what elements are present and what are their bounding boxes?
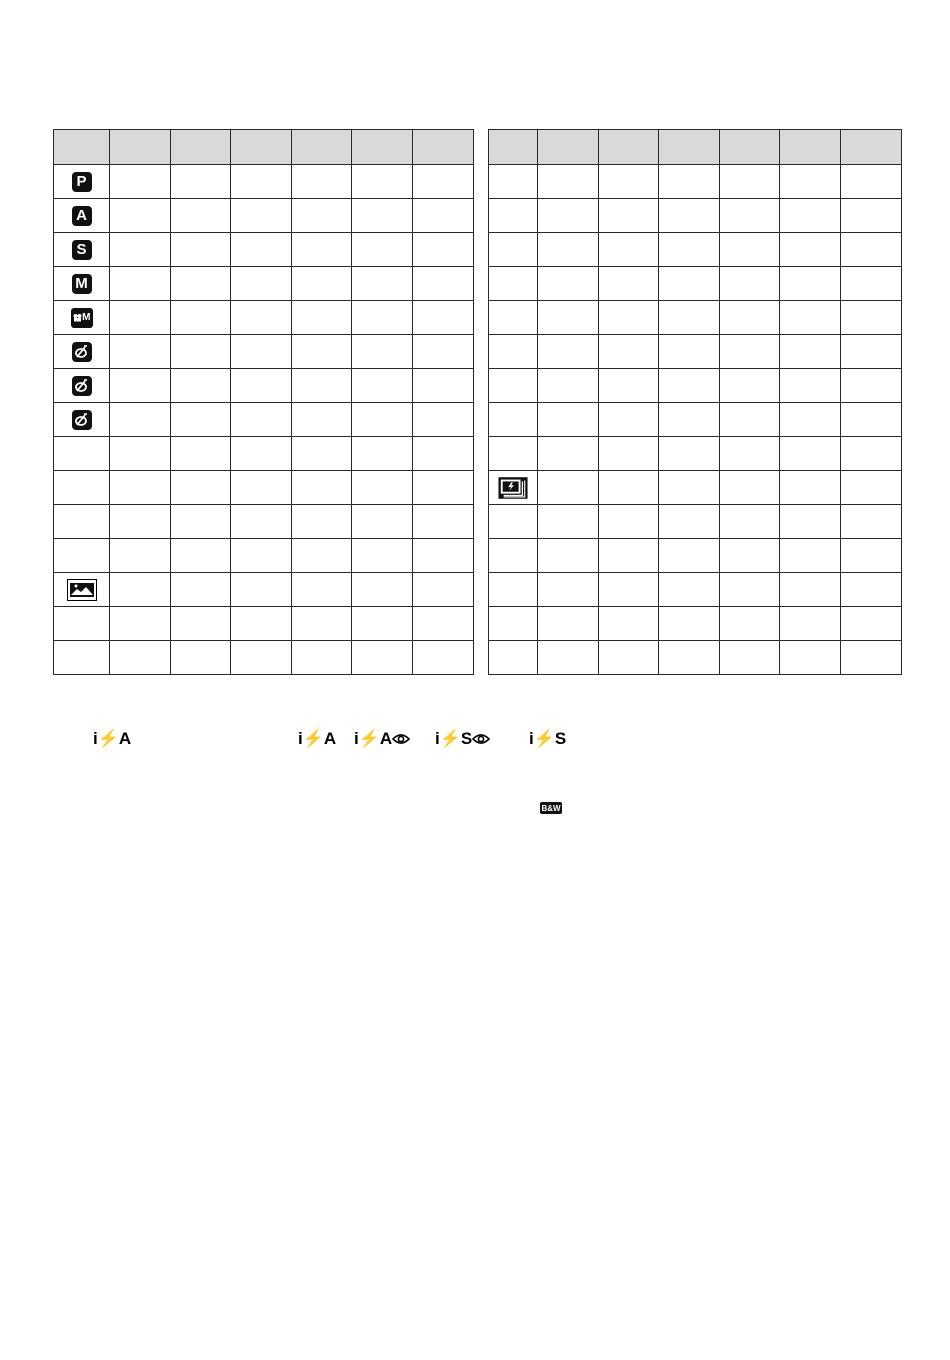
bw-label: B&W <box>541 803 561 813</box>
table-cell <box>352 267 413 301</box>
table-cell <box>780 335 841 369</box>
table-cell <box>538 403 599 437</box>
table-cell <box>720 573 780 607</box>
table-cell <box>659 437 720 471</box>
table-cell <box>171 607 231 641</box>
table-cell <box>599 437 659 471</box>
table-cell <box>352 369 413 403</box>
table-cell <box>413 403 474 437</box>
table-cell <box>720 369 780 403</box>
left-table-row <box>54 573 474 607</box>
table-cell <box>841 607 902 641</box>
table-cell <box>599 539 659 573</box>
table-cell <box>54 505 110 539</box>
table-cell <box>538 607 599 641</box>
table-cell <box>720 437 780 471</box>
right-table-row <box>489 471 902 505</box>
table-cell <box>720 165 780 199</box>
table-cell <box>780 539 841 573</box>
header-cell <box>599 130 659 165</box>
table-cell <box>489 437 538 471</box>
table-cell <box>171 233 231 267</box>
right-table-row <box>489 301 902 335</box>
table-cell <box>720 267 780 301</box>
panorama-icon <box>67 579 97 601</box>
table-cell <box>231 165 292 199</box>
table-cell <box>780 641 841 675</box>
table-cell <box>489 369 538 403</box>
table-cell <box>780 403 841 437</box>
table-cell <box>352 505 413 539</box>
table-cell <box>110 437 171 471</box>
table-cell <box>231 539 292 573</box>
table-cell <box>489 471 538 505</box>
table-cell <box>231 335 292 369</box>
table-cell <box>720 607 780 641</box>
table-cell <box>659 267 720 301</box>
table-cell <box>599 267 659 301</box>
table-cell <box>538 335 599 369</box>
table-cell <box>841 437 902 471</box>
a-mode-icon <box>72 206 92 226</box>
table-cell <box>599 199 659 233</box>
table-cell <box>231 471 292 505</box>
table-cell <box>171 199 231 233</box>
table-cell <box>599 641 659 675</box>
intelligent-flash-auto-icon <box>93 729 131 749</box>
table-cell <box>780 267 841 301</box>
table-cell <box>54 369 110 403</box>
right-table-row <box>489 199 902 233</box>
black-and-white-icon <box>540 802 562 814</box>
table-cell <box>292 539 352 573</box>
header-cell <box>292 130 352 165</box>
table-cell <box>352 437 413 471</box>
table-cell <box>599 165 659 199</box>
table-cell <box>538 233 599 267</box>
left-table-row <box>54 335 474 369</box>
header-cell <box>110 130 171 165</box>
table-cell <box>110 403 171 437</box>
table-cell <box>292 165 352 199</box>
legend-text-5: i⚡S <box>529 729 567 748</box>
table-cell <box>720 539 780 573</box>
table-cell <box>413 233 474 267</box>
table-cell <box>352 403 413 437</box>
table-cell <box>231 199 292 233</box>
red-eye-icon <box>392 732 410 746</box>
table-cell <box>352 301 413 335</box>
table-cell <box>599 233 659 267</box>
creative-movie-icon <box>71 308 93 328</box>
table-cell <box>171 641 231 675</box>
table-cell <box>110 267 171 301</box>
table-cell <box>599 607 659 641</box>
right-header-row <box>489 130 902 165</box>
left-table-row <box>54 233 474 267</box>
table-cell <box>720 335 780 369</box>
flash-auto-legend-1 <box>93 728 131 750</box>
table-cell <box>489 233 538 267</box>
table-cell <box>659 301 720 335</box>
table-cell <box>54 199 110 233</box>
table-cell <box>538 573 599 607</box>
header-cell <box>54 130 110 165</box>
table-cell <box>489 505 538 539</box>
table-cell <box>659 505 720 539</box>
table-cell <box>538 267 599 301</box>
right-table-row <box>489 267 902 301</box>
table-cell <box>599 505 659 539</box>
table-cell <box>54 471 110 505</box>
table-cell <box>841 403 902 437</box>
table-cell <box>538 539 599 573</box>
table-cell <box>231 267 292 301</box>
table-cell <box>841 539 902 573</box>
table-cell <box>231 607 292 641</box>
left-table-row <box>54 505 474 539</box>
custom-1-icon <box>72 342 92 362</box>
table-cell <box>292 233 352 267</box>
table-cell <box>352 471 413 505</box>
table-cell <box>841 505 902 539</box>
m-mode-icon <box>72 274 92 294</box>
table-cell <box>841 199 902 233</box>
table-cell <box>599 369 659 403</box>
table-cell <box>659 539 720 573</box>
table-cell <box>413 199 474 233</box>
table-cell <box>110 301 171 335</box>
table-cell <box>54 437 110 471</box>
table-cell <box>413 573 474 607</box>
left-table-row <box>54 471 474 505</box>
p-mode-icon <box>72 172 92 192</box>
flash-slow-legend <box>529 728 566 750</box>
right-table-row <box>489 369 902 403</box>
table-cell <box>720 471 780 505</box>
table-cell <box>352 233 413 267</box>
header-cell <box>171 130 231 165</box>
table-cell <box>780 607 841 641</box>
table-cell <box>413 335 474 369</box>
legend-text-1: i⚡A <box>93 729 132 748</box>
table-cell <box>599 301 659 335</box>
a-letter: A <box>76 206 87 224</box>
table-cell <box>841 471 902 505</box>
header-cell <box>780 130 841 165</box>
table-cell <box>841 233 902 267</box>
table-cell <box>413 437 474 471</box>
table-cell <box>538 165 599 199</box>
left-header-row <box>54 130 474 165</box>
table-cell <box>780 505 841 539</box>
header-cell <box>538 130 599 165</box>
table-cell <box>54 301 110 335</box>
table-cell <box>780 301 841 335</box>
table-cell <box>780 199 841 233</box>
legend-text-3: i⚡A <box>354 729 393 748</box>
table-cell <box>780 573 841 607</box>
left-table-row <box>54 165 474 199</box>
table-cell <box>292 607 352 641</box>
table-cell <box>231 437 292 471</box>
table-cell <box>231 233 292 267</box>
table-cell <box>54 165 110 199</box>
table-cell <box>110 505 171 539</box>
table-cell <box>352 335 413 369</box>
table-cell <box>54 335 110 369</box>
table-cell <box>292 505 352 539</box>
table-cell <box>538 369 599 403</box>
table-cell <box>231 573 292 607</box>
header-cell <box>489 130 538 165</box>
table-cell <box>352 199 413 233</box>
table-cell <box>489 403 538 437</box>
table-cell <box>780 437 841 471</box>
table-cell <box>231 505 292 539</box>
header-cell <box>720 130 780 165</box>
table-cell <box>599 335 659 369</box>
table-cell <box>538 471 599 505</box>
movie-letter: M <box>82 312 90 323</box>
table-cell <box>413 641 474 675</box>
table-cell <box>231 403 292 437</box>
table-cell <box>352 641 413 675</box>
table-cell <box>292 369 352 403</box>
table-cell <box>292 267 352 301</box>
right-table-row <box>489 573 902 607</box>
table-cell <box>538 505 599 539</box>
left-table-row <box>54 641 474 675</box>
table-cell <box>231 641 292 675</box>
table-cell <box>489 573 538 607</box>
table-cell <box>841 335 902 369</box>
table-cell <box>489 641 538 675</box>
table-cell <box>110 199 171 233</box>
left-table-row <box>54 301 474 335</box>
table-cell <box>841 165 902 199</box>
flash-auto-redeye-legend <box>354 728 410 750</box>
settings-table-right <box>488 129 902 675</box>
table-cell <box>110 539 171 573</box>
table-cell <box>110 369 171 403</box>
table-cell <box>489 539 538 573</box>
table-cell <box>352 165 413 199</box>
table-cell <box>292 641 352 675</box>
table-cell <box>54 641 110 675</box>
header-cell <box>231 130 292 165</box>
table-cell <box>171 437 231 471</box>
table-cell <box>720 403 780 437</box>
header-cell <box>659 130 720 165</box>
left-table-row <box>54 539 474 573</box>
table-cell <box>110 607 171 641</box>
table-cell <box>171 505 231 539</box>
table-cell <box>599 573 659 607</box>
table-cell <box>659 335 720 369</box>
table-cell <box>171 335 231 369</box>
table-cell <box>292 335 352 369</box>
legend-text-4: i⚡S <box>435 729 473 748</box>
table-cell <box>720 233 780 267</box>
table-cell <box>489 335 538 369</box>
table-cell <box>841 369 902 403</box>
table-cell <box>659 233 720 267</box>
table-cell <box>720 301 780 335</box>
table-cell <box>841 641 902 675</box>
table-cell <box>413 471 474 505</box>
table-cell <box>780 165 841 199</box>
left-table-row <box>54 267 474 301</box>
table-cell <box>171 403 231 437</box>
table-cell <box>659 403 720 437</box>
table-cell <box>720 505 780 539</box>
table-cell <box>489 607 538 641</box>
table-cell <box>413 165 474 199</box>
table-cell <box>659 573 720 607</box>
table-cell <box>659 641 720 675</box>
s-mode-icon <box>72 240 92 260</box>
table-cell <box>413 301 474 335</box>
table-cell <box>489 301 538 335</box>
left-table-row <box>54 199 474 233</box>
left-table-row <box>54 403 474 437</box>
p-letter: P <box>76 172 87 190</box>
table-cell <box>292 437 352 471</box>
table-cell <box>538 641 599 675</box>
flash-auto-legend-2 <box>298 728 336 750</box>
table-cell <box>538 437 599 471</box>
table-cell <box>171 369 231 403</box>
right-table-row <box>489 335 902 369</box>
table-cell <box>110 335 171 369</box>
header-cell <box>352 130 413 165</box>
right-table-row <box>489 233 902 267</box>
table-cell <box>780 471 841 505</box>
right-table-row <box>489 505 902 539</box>
table-cell <box>171 573 231 607</box>
table-cell <box>413 607 474 641</box>
header-cell <box>841 130 902 165</box>
m-letter: M <box>75 274 88 292</box>
table-cell <box>780 233 841 267</box>
right-table-row <box>489 641 902 675</box>
table-cell <box>413 505 474 539</box>
table-cell <box>538 199 599 233</box>
table-cell <box>171 539 231 573</box>
table-cell <box>110 573 171 607</box>
right-table-row <box>489 607 902 641</box>
table-cell <box>54 267 110 301</box>
s-letter: S <box>76 240 87 258</box>
table-cell <box>171 267 231 301</box>
table-cell <box>720 199 780 233</box>
table-cell <box>489 267 538 301</box>
table-cell <box>352 539 413 573</box>
table-cell <box>171 301 231 335</box>
right-table-row <box>489 539 902 573</box>
table-cell <box>659 165 720 199</box>
table-cell <box>489 199 538 233</box>
table-cell <box>659 607 720 641</box>
table-cell <box>292 301 352 335</box>
table-cell <box>292 471 352 505</box>
table-cell <box>780 369 841 403</box>
table-cell <box>54 539 110 573</box>
red-eye-icon <box>472 732 490 746</box>
legend-text-2: i⚡A <box>298 729 337 748</box>
table-cell <box>413 369 474 403</box>
table-cell <box>659 199 720 233</box>
table-cell <box>413 267 474 301</box>
custom-3-icon <box>72 410 92 430</box>
table-cell <box>231 301 292 335</box>
table-cell <box>659 369 720 403</box>
table-cell <box>54 607 110 641</box>
table-cell <box>171 471 231 505</box>
table-cell <box>352 607 413 641</box>
table-cell <box>292 199 352 233</box>
table-cell <box>599 403 659 437</box>
table-cell <box>171 165 231 199</box>
right-table-row <box>489 437 902 471</box>
table-cell <box>841 301 902 335</box>
table-cell <box>841 573 902 607</box>
flash-slow-redeye-legend <box>435 728 490 750</box>
table-cell <box>720 641 780 675</box>
left-table-row <box>54 369 474 403</box>
table-cell <box>54 233 110 267</box>
table-cell <box>54 573 110 607</box>
table-cell <box>110 165 171 199</box>
table-cell <box>538 301 599 335</box>
table-cell <box>659 471 720 505</box>
table-cell <box>231 369 292 403</box>
table-cell <box>110 641 171 675</box>
burst-flash-icon <box>498 476 528 500</box>
table-cell <box>352 573 413 607</box>
table-cell <box>599 471 659 505</box>
left-table-row <box>54 607 474 641</box>
table-cell <box>292 573 352 607</box>
table-cell <box>489 165 538 199</box>
table-cell <box>413 539 474 573</box>
right-table-row <box>489 403 902 437</box>
table-cell <box>292 403 352 437</box>
custom-2-icon <box>72 376 92 396</box>
table-cell <box>54 403 110 437</box>
table-cell <box>110 471 171 505</box>
right-table-row <box>489 165 902 199</box>
left-table-row <box>54 437 474 471</box>
settings-table-left <box>53 129 474 675</box>
table-cell <box>841 267 902 301</box>
header-cell <box>413 130 474 165</box>
table-cell <box>110 233 171 267</box>
